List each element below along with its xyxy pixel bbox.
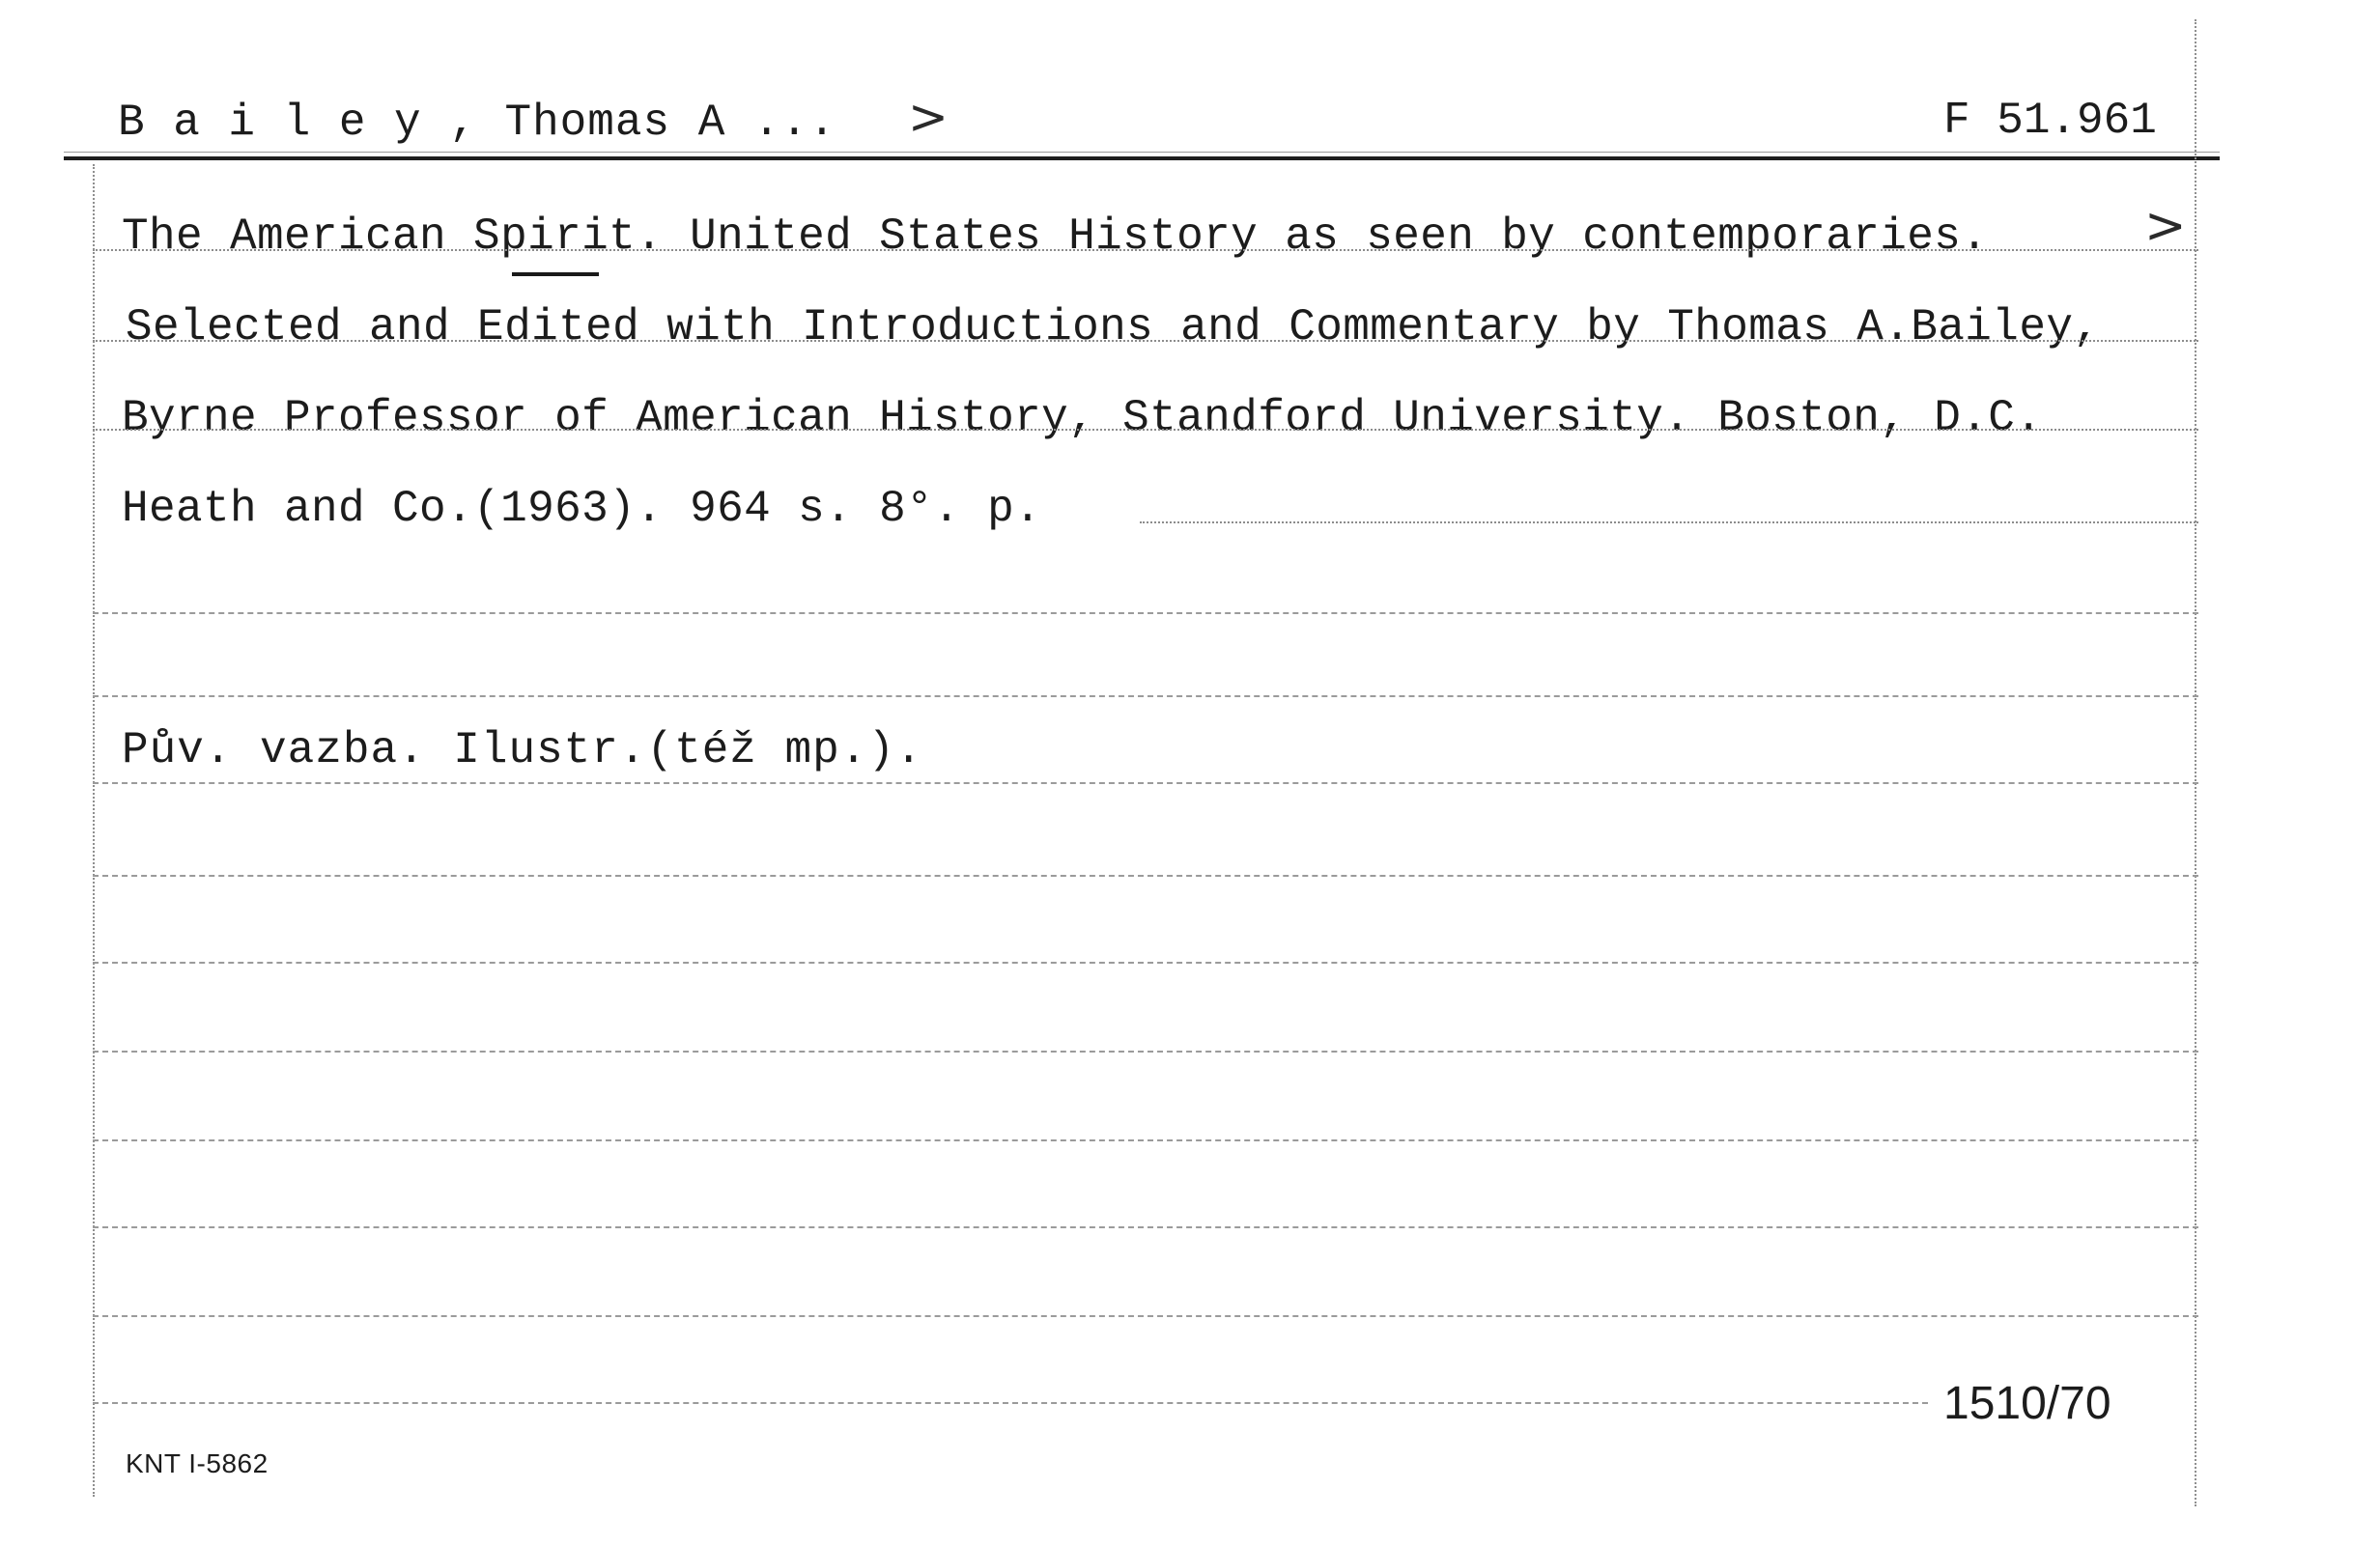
guide-line [1140,521,2198,523]
guide-line [93,429,2198,431]
header-rule-thin [64,152,2220,153]
title-line-2: Selected and Edited with Introductions and Commentary by Thomas A.Bailey, [126,302,2101,352]
accession-number: 1510/70 [1943,1378,2111,1429]
guide-line [93,1139,2198,1141]
guide-line [93,340,2198,342]
author-heading: B a i l e y , Thomas A ... [118,98,836,148]
left-margin-line [93,164,95,1497]
header-rule [64,156,2220,160]
call-number: F 51.961 [1943,96,2157,146]
title-line-1: The American Spirit. United States History as seen by contemporaries. [122,211,1989,262]
guide-line [93,249,2198,251]
guide-line [93,962,2198,964]
title-line-4: Heath and Co.(1963). 964 s. 8°. p. [122,484,1042,534]
arrow-mark-icon: > [908,89,949,145]
guide-line [93,612,2198,614]
guide-line [93,1051,2198,1053]
guide-line [93,1315,2198,1317]
guide-line [93,875,2198,877]
guide-line [93,782,2198,784]
guide-line [93,1402,1928,1404]
catalog-stamp: KNT I-5862 [126,1448,269,1478]
guide-line [93,695,2198,697]
right-margin-line [2195,19,2196,1506]
guide-line [93,1226,2198,1228]
physical-note: Pův. vazba. Ilustr.(též mp.). [122,725,923,775]
underline-mark [512,272,599,276]
arrow-mark-icon: > [2144,197,2187,255]
title-line-3: Byrne Professor of American History, Standford University. Boston, D.C. [122,393,2043,443]
